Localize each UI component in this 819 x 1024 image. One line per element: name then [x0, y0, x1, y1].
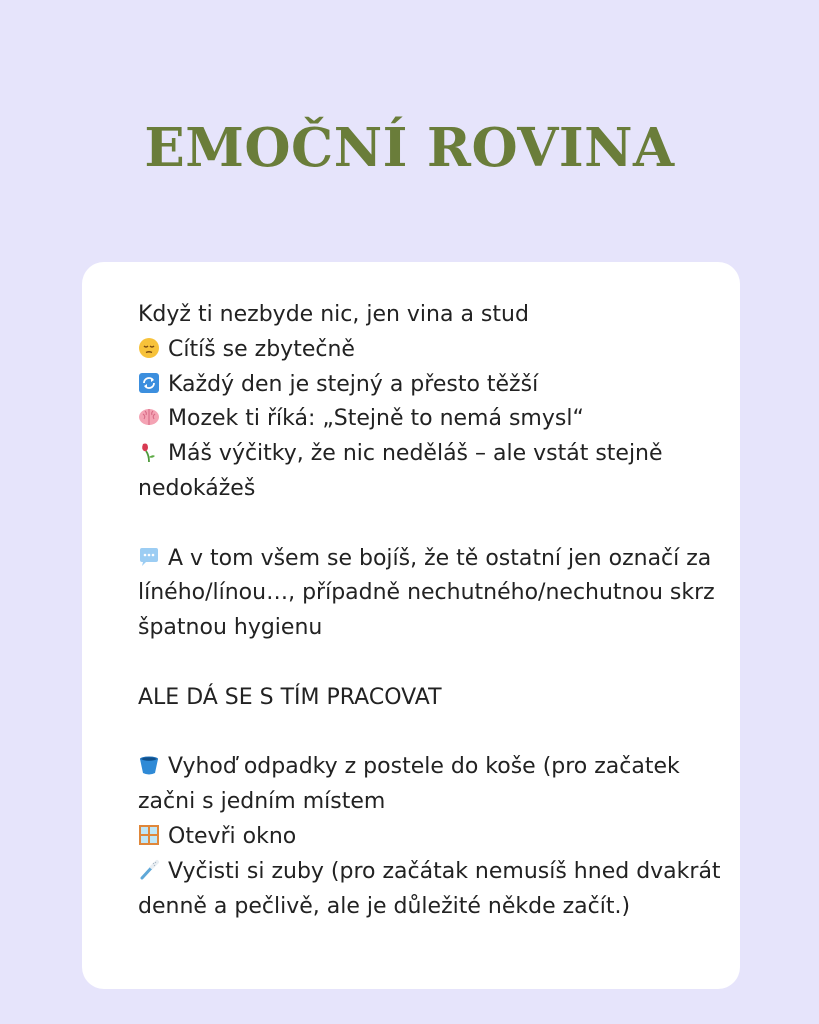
brain-icon	[138, 406, 160, 428]
content-card	[82, 262, 740, 989]
window-icon	[138, 824, 160, 846]
list-item	[138, 333, 728, 368]
list-item-text: Vyčisti si zuby (pro začátak nemusíš hned dvakrát denně a pečlivě, ale je důležité někde začít.)	[138, 858, 721, 919]
list-item	[138, 820, 728, 855]
list-item	[138, 750, 728, 820]
wilted-flower-icon	[138, 441, 160, 463]
list-item	[138, 855, 728, 925]
fear-paragraph	[138, 542, 728, 646]
card-text	[138, 298, 728, 924]
list-item	[138, 402, 728, 437]
list-item-text: Cítíš se zbytečně	[168, 336, 355, 362]
list-item-text: Mozek ti říká: „Stejně to nemá smysl“	[168, 406, 584, 432]
section-heading: ALE DÁ SE S TÍM PRACOVAT	[138, 684, 442, 710]
list-item-text: Vyhoď odpadky z postele do koše (pro začatek začni s jedním místem	[138, 754, 680, 815]
bucket-icon	[138, 754, 160, 776]
repeat-arrows-icon	[138, 372, 160, 394]
speech-bubble-icon	[138, 546, 160, 568]
list-item	[138, 368, 728, 403]
pensive-face-icon	[138, 337, 160, 359]
page-title: EMOČNÍ ROVINA	[144, 117, 675, 179]
list-item-text: Otevři okno	[168, 823, 297, 849]
list-item	[138, 437, 728, 507]
fear-text: A v tom všem se bojíš, že tě ostatní jen označí za líného/línou…, případně nechutného/nechutnou skrz špatnou hygienu	[138, 545, 715, 641]
list-item-text: Máš výčitky, že nic neděláš – ale vstát stejně nedokážeš	[138, 441, 663, 501]
list-item-text: Každý den je stejný a přesto těžší	[168, 371, 539, 397]
toothbrush-icon	[138, 859, 160, 881]
intro-text: Když ti nezbyde nic, jen vina a stud	[138, 302, 529, 327]
